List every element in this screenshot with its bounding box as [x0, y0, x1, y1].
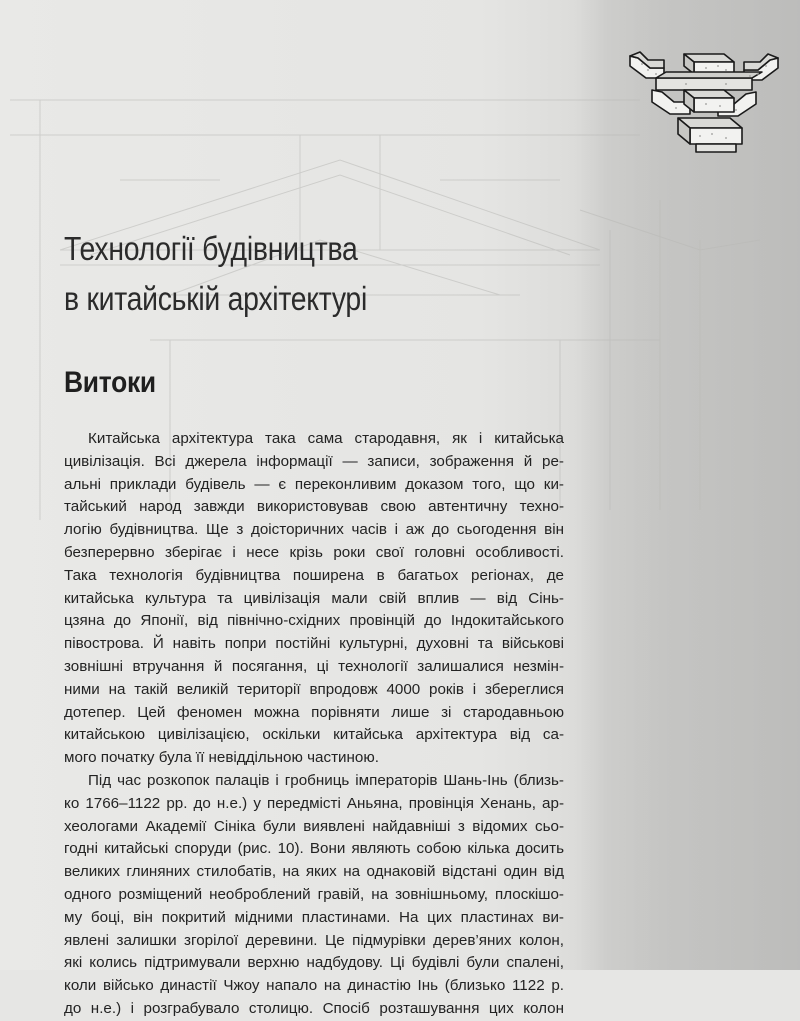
text-line: цзяна до Японії, від північно-східних провінцій до Індокитайського [64, 612, 564, 630]
text-line: хеологами Академії Сініка були виявлені найдавніші з відомих сьо- [64, 817, 564, 835]
dougong-bracket-illustration [626, 44, 782, 156]
text-line: мого початку була її невіддільною частиною. [64, 749, 379, 767]
text-line: китайською цивілізацією, оскільки китайська архітектура від са- [64, 726, 564, 744]
text-line: Така технологія будівництва поширена в багатьох регіонах, де [64, 566, 564, 584]
text-line: Під час розкопок палаців і гробниць імператорів Шань-Інь (близь- [88, 771, 564, 789]
text-line: му боці, він покритий мідними пластинами. На цих пластинах ви- [64, 908, 564, 926]
text-line: одного розміщений необроблений гравій, на зовнішньому, плоскішо- [64, 885, 564, 903]
section-title: Витоки [64, 366, 156, 399]
body-text [64, 428, 564, 1021]
text-line: ко 1766–1122 рр. до н.е.) у передмісті Аньяна, провінція Хенань, ар- [64, 794, 564, 812]
text-line: ними на такій великій території впродовж 4000 років і збереглися [64, 680, 564, 698]
paragraph-1 [64, 428, 564, 770]
text-line: до н.е.) і розграбувало столицю. Спосіб розташування цих колон [64, 999, 564, 1017]
text-line: явлені залишки згорілої деревини. Це підмурівки дерев’яних колон, [64, 931, 564, 949]
text-line: коли військо династії Чжоу напало на династію Інь (близько 1122 р. [64, 977, 564, 995]
chapter-title [64, 224, 580, 324]
text-line: цивілізація. Всі джерела інформації — записи, зображення й ре- [64, 452, 564, 470]
chapter-title-line-1: Технології будівництва [64, 230, 358, 267]
paragraph-2 [64, 770, 564, 1021]
text-line: безперервно зберігає і несе крізь роки свої головні особливості. [64, 543, 564, 561]
text-line: тайський народ завжди використовував свою автентичну техно- [64, 498, 564, 516]
text-line: китайська культура та цивілізація мали свій вплив — від Сінь- [64, 589, 564, 607]
text-line: дотепер. Цей феномен можна порівняти лише зі стародавньою [64, 703, 564, 721]
text-line: великих глиняних стилобатів, на яких на однаковій відстані один від [64, 863, 564, 881]
chapter-title-line-2: в китайській архітектурі [64, 280, 368, 317]
text-line: півострова. Й навіть попри постійні культурні, духовні та військові [64, 635, 564, 653]
text-line: зовнішні втручання й посягання, ці технології залишалися незмін- [64, 657, 564, 675]
text-line: альні приклади будівель — є переконливим доказом того, що ки- [64, 475, 564, 493]
text-line: Китайська архітектура така сама стародавня, як і китайська [88, 430, 564, 447]
text-line: годні китайські споруди (рис. 10). Вони являють собою кілька досить [64, 840, 564, 858]
text-line: логію будівництва. Ще з доісторичних часів і аж до сьогодення він [64, 521, 564, 539]
text-line: які колись підтримували верхню надбудову. Ці будівлі були спалені, [64, 954, 564, 972]
